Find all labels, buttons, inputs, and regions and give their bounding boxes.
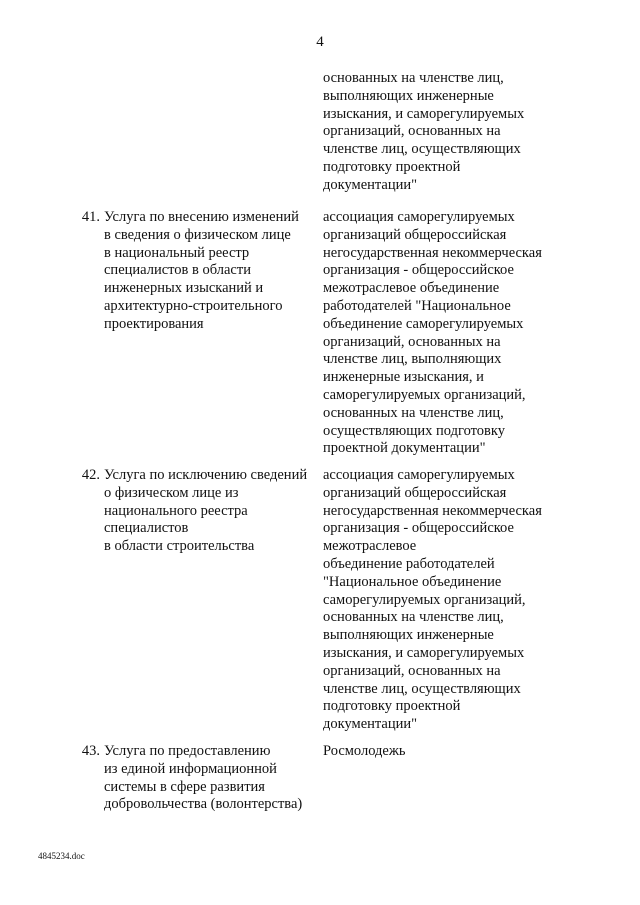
agency-line: членстве лиц, осуществляющих (323, 141, 521, 158)
agency-line: членстве лиц, осуществляющих (323, 680, 521, 697)
agency-line: ассоциация саморегулируемых (323, 467, 515, 483)
service-line: специалистов (104, 520, 189, 537)
service-line: архитектурно-строительного (104, 297, 283, 314)
agency-line: изыскания, и саморегулируемых (323, 644, 525, 661)
row-number: 42. (81, 467, 100, 483)
agency-cell (323, 70, 593, 195)
service-line: Услуга по исключению сведений (104, 467, 308, 483)
service-line: Услуга по предоставлению (104, 743, 271, 759)
agency-line: негосударственная некоммерческая (323, 502, 542, 519)
row-number: 41. (81, 209, 100, 225)
agency-line: документации" (323, 176, 418, 193)
agency-line: организаций, основанных на (323, 333, 501, 350)
agency-line: организаций, основанных на (323, 123, 501, 140)
agency-line: основанных на членстве лиц, (323, 609, 504, 626)
service-cell (104, 467, 319, 556)
service-line: в сведения о физическом лице (104, 226, 291, 243)
service-line: специалистов в области (104, 262, 251, 279)
agency-line: основанных на членстве лиц, (323, 404, 504, 421)
service-line: в национальный реестр (104, 244, 250, 261)
agency-line: работодателей "Национальное (323, 297, 511, 314)
agency-cell (323, 467, 593, 734)
agency-line: организаций общероссийская (323, 484, 507, 501)
service-line: национального реестра (104, 502, 248, 519)
agency-line: осуществляющих подготовку (323, 422, 505, 439)
agency-line: подготовку проектной (323, 158, 461, 175)
agency-line: членстве лиц, выполняющих (323, 351, 502, 368)
agency-line: организаций общероссийская (323, 226, 507, 243)
agency-line: негосударственная некоммерческая (323, 244, 542, 261)
service-cell (104, 743, 319, 814)
service-line: системы в сфере развития (104, 778, 265, 795)
agency-line: основанных на членстве лиц, (323, 70, 504, 86)
agency-line: объединение саморегулируемых (323, 315, 524, 332)
agency-line: ассоциация саморегулируемых (323, 209, 515, 225)
agency-line: подготовку проектной (323, 698, 461, 715)
agency-line: межотраслевое (323, 538, 417, 555)
agency-line: саморегулируемых организаций, (323, 386, 526, 403)
agency-line: инженерные изыскания, и (323, 369, 484, 386)
agency-line: изыскания, и саморегулируемых (323, 105, 525, 122)
agency-line: организация - общероссийское (323, 262, 514, 279)
agency-cell (323, 743, 593, 761)
agency-line: Росмолодежь (323, 743, 406, 759)
footer-filename: 4845234.doc (38, 851, 85, 861)
agency-line: выполняющих инженерные (323, 87, 494, 104)
row-number: 43. (81, 743, 100, 759)
service-cell (104, 209, 319, 334)
agency-line: объединение работодателей (323, 555, 495, 572)
agency-line: межотраслевое объединение (323, 280, 500, 297)
service-line: из единой информационной (104, 760, 277, 777)
agency-line: проектной документации" (323, 440, 486, 457)
agency-line: документации" (323, 716, 418, 733)
agency-line: саморегулируемых организаций, (323, 591, 526, 608)
page-number: 4 (316, 34, 324, 50)
agency-line: организаций, основанных на (323, 662, 501, 679)
service-line: в области строительства (104, 538, 255, 555)
agency-line: выполняющих инженерные (323, 627, 494, 644)
service-line: проектирования (104, 315, 204, 332)
agency-cell (323, 209, 593, 458)
service-line: Услуга по внесению изменений (104, 209, 299, 225)
agency-line: организация - общероссийское (323, 520, 514, 537)
service-line: инженерных изысканий и (104, 280, 264, 297)
service-line: о физическом лице из (104, 484, 239, 501)
agency-line: "Национальное объединение (323, 573, 502, 590)
service-line: добровольчества (волонтерства) (104, 796, 303, 813)
